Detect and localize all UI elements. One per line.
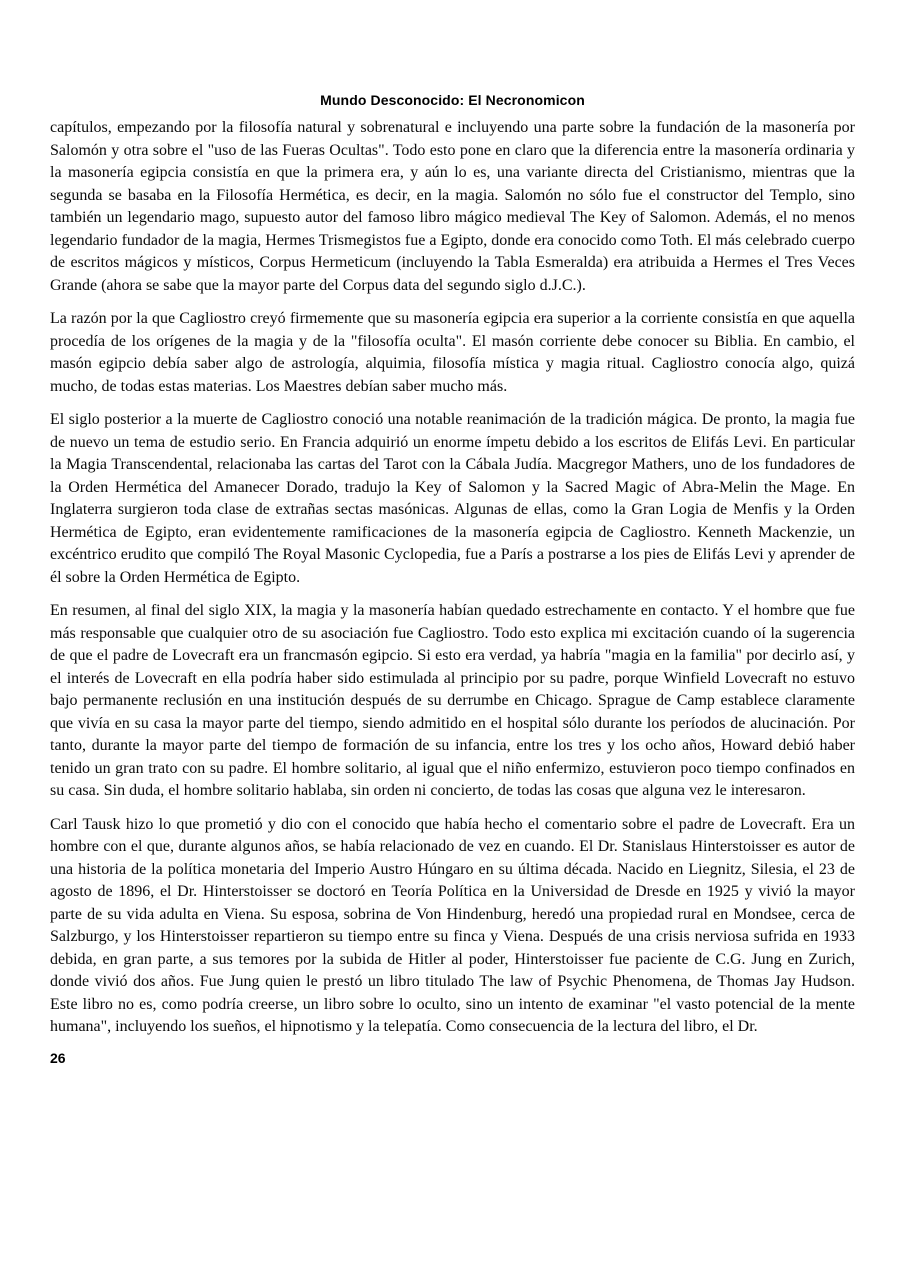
page-number: 26: [50, 1049, 66, 1066]
paragraph-5: Carl Tausk hizo lo que prometió y dio con el conocido que había hecho el comentario sobre el padre de Lovecraft. Era un hombre con el que, durante algunos años, se había relacionado de vez en cuando. El Dr. Stanislaus Hinterstoisser es autor de una historia de la política monetaria del Imperio Austro Húngaro en su última década. Nacido en Liegnitz, Silesia, el 23 de agosto de 1896, el Dr. Hinterstoisser se doctoró en Teoría Política en la Universidad de Dresde en 1925 y vivió la mayor parte de su vida adulta en Viena. Su esposa, sobrina de Von Hindenburg, heredó una propiedad rural en Mondsee, cerca de Salzburgo, y los Hinterstoisser repartieron su tiempo entre su finca y Viena. Después de una crisis nerviosa sufrida en 1933 debida, en gran parte, a sus temores por la subida de Hitler al poder, Hinterstoisser fue paciente de C.G. Jung en Zurich, donde vivió dos años. Fue Jung quien le prestó un libro titulado The law of Psychic Phenomena, de Thomas Jay Hudson. Este libro no es, como podría creerse, un libro sobre lo oculto, sino un intento de examinar "el vasto potencial de la mente humana", incluyendo los sueños, el hipnotismo y la telepatía. Como consecuencia de la lectura del libro, el Dr.: [50, 815, 855, 1035]
paragraph-3: El siglo posterior a la muerte de Cagliostro conoció una notable reanimación de la tradición mágica. De pronto, la magia fue de nuevo un tema de estudio serio. En Francia adquirió un enorme ímpetu debido a los escritos de Elifás Levi. En particular la Magia Transcendental, relacionaba las cartas del Tarot con la Cábala Judía. Macgregor Mathers, uno de los fundadores de la Orden Hermética del Amanecer Dorado, tradujo la Key of Salomon y la Sacred Magic of Abra-Melin the Mage. En Inglaterra surgieron toda clase de extrañas sectas masónicas. Algunas de ellas, como la Gran Logia de Menfis y la Orden Hermética de Egipto, eran evidentemente ramificaciones de la masonería egipcia de Cagliostro. Kenneth Mackenzie, un excéntrico erudito que compiló The Royal Masonic Cyclopedia, fue a París a postrarse a los pies de Elifás Levi y aprender de él sobre la Orden Hermética de Egipto.: [50, 411, 855, 586]
paragraph-2: La razón por la que Cagliostro creyó firmemente que su masonería egipcia era superior a la corriente consistía en que aquella procedía de los orígenes de la magia y de la "filosofía oculta". El masón corriente debe conocer su Biblia. En cambio, el masón egipcio debía saber algo de astrología, alquimia, filosofía mística y magia ritual. Cagliostro conocía algo, quizá mucho, de todas estas materias. Los Maestres debían saber mucho más.: [50, 310, 855, 395]
document-body: [50, 117, 855, 1039]
page-header-title: Mundo Desconocido: El Necronomicon: [320, 92, 585, 108]
paragraph-4: En resumen, al final del siglo XIX, la magia y la masonería habían quedado estrechamente en contacto. Y el hombre que fue más responsable que cualquier otro de su asociación fue Cagliostro. Todo esto explica mi excitación cuando oí la sugerencia de que el padre de Lovecraft era un francmasón egipcio. Si esto era verdad, ya habría "magia en la familia" por decirlo así, y el interés de Lovecraft en ella podría haber sido estimulada al principio por su padre, porque Winfield Lovecraft no estuvo bajo permanente reclusión en una institución después de su derrumbe en Chicago. Sprague de Camp establece claramente que vivía en su casa la mayor parte del tiempo, siendo admitido en el hospital sólo durante los períodos de alucinación. Por tanto, durante la mayor parte del tiempo de formación de su infancia, entre los tres y los ocho años, Howard debió haber tenido un gran trato con su padre. El hombre solitario, al igual que el niño enfermizo, estuvieron poco tiempo confinados en su casa. Sin duda, el hombre solitario hablaba, sin orden ni concierto, de todas las cosas que alguna vez le interesaron.: [50, 602, 855, 799]
paragraph-1: capítulos, empezando por la filosofía natural y sobrenatural e incluyendo una parte sobre la fundación de la masonería por Salomón y otra sobre el "uso de las Fueras Ocultas". Todo esto pone en claro que la diferencia entre la masonería ordinaria y la masonería egipcia consistía en que la primera era, y aún lo es, una variante directa del Cristianismo, mientras que la segunda se basaba en la Filosofía Hermética, es decir, en la magia. Salomón no sólo fue el constructor del Templo, sino también un legendario mago, supuesto autor del famoso libro mágico medieval The Key of Salomon. Además, el no menos legendario fundador de la magia, Hermes Trismegistos fue a Egipto, donde era conocido como Toth. El más celebrado cuerpo de escritos mágicos y místicos, Corpus Hermeticum (incluyendo la Tabla Esmeralda) era atribuida a Hermes el Tres Veces Grande (ahora se sabe que la mayor parte del Corpus data del segundo siglo d.J.C.).: [50, 119, 855, 294]
